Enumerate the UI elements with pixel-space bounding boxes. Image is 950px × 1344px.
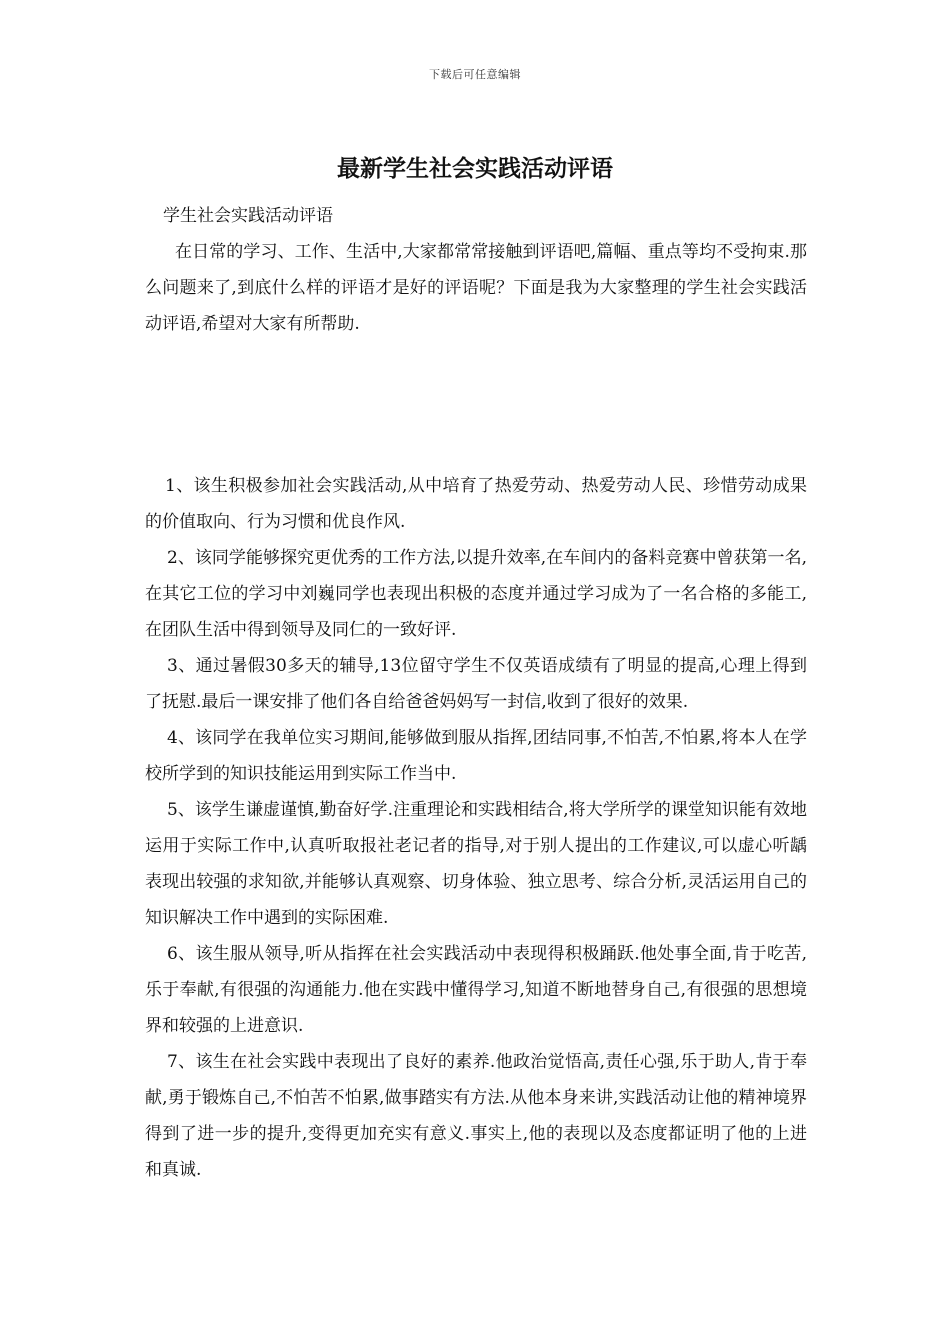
comment-item-6: 6、该生服从领导,听从指挥在社会实践活动中表现得积极踊跃.他处事全面,肯于吃苦,乐于奉献,有很强的沟通能力.他在实践中懂得学习,知道不断地替身自己,有很强的思想境界和较强的上进意识. bbox=[145, 944, 807, 1036]
header-note: 下载后可任意编辑 bbox=[429, 68, 521, 81]
section-gap bbox=[145, 342, 807, 468]
comment-item-1: 1、该生积极参加社会实践活动,从中培育了热爱劳动、热爱劳动人民、珍惜劳动成果的价值取向、行为习惯和优良作风. bbox=[145, 476, 807, 532]
comment-item-7: 7、该生在社会实践中表现出了良好的素养.他政治觉悟高,责任心强,乐于助人,肯于奉献,勇于锻炼自己,不怕苦不怕累,做事踏实有方法.从他本身来讲,实践活动让他的精神境界得到了进一步的提升,变得更加充实有意义.事实上,他的表现以及态度都证明了他的上进和真诚. bbox=[145, 1052, 807, 1180]
comment-item-3: 3、通过暑假30多天的辅导,13位留守学生不仅英语成绩有了明显的提高,心理上得到了抚慰.最后一课安排了他们各自给爸爸妈妈写一封信,收到了很好的效果. bbox=[145, 656, 807, 712]
document-subtitle: 学生社会实践活动评语 bbox=[163, 206, 333, 226]
document-title: 最新学生社会实践活动评语 bbox=[337, 155, 613, 182]
intro-paragraph: 在日常的学习、工作、生活中,大家都常常接触到评语吧,篇幅、重点等均不受拘束.那么问题来了,到底什么样的评语才是好的评语呢？下面是我为大家整理的学生社会实践活动评语,希望对大家有所帮助. bbox=[145, 242, 807, 334]
document-body bbox=[145, 198, 807, 1188]
comment-item-4: 4、该同学在我单位实习期间,能够做到服从指挥,团结同事,不怕苦,不怕累,将本人在学校所学到的知识技能运用到实际工作当中. bbox=[145, 728, 807, 784]
comment-item-2: 2、该同学能够探究更优秀的工作方法,以提升效率,在车间内的备料竞赛中曾获第一名,在其它工位的学习中刘巍同学也表现出积极的态度并通过学习成为了一名合格的多能工,在团队生活中得到领导及同仁的一致好评. bbox=[145, 548, 807, 640]
comment-item-5: 5、该学生谦虚谨慎,勤奋好学.注重理论和实践相结合,将大学所学的课堂知识能有效地运用于实际工作中,认真听取报社老记者的指导,对于别人提出的工作建议,可以虚心听龋表现出较强的求知欲,并能够认真观察、切身体验、独立思考、综合分析,灵活运用自己的知识解决工作中遇到的实际困难. bbox=[145, 800, 807, 928]
